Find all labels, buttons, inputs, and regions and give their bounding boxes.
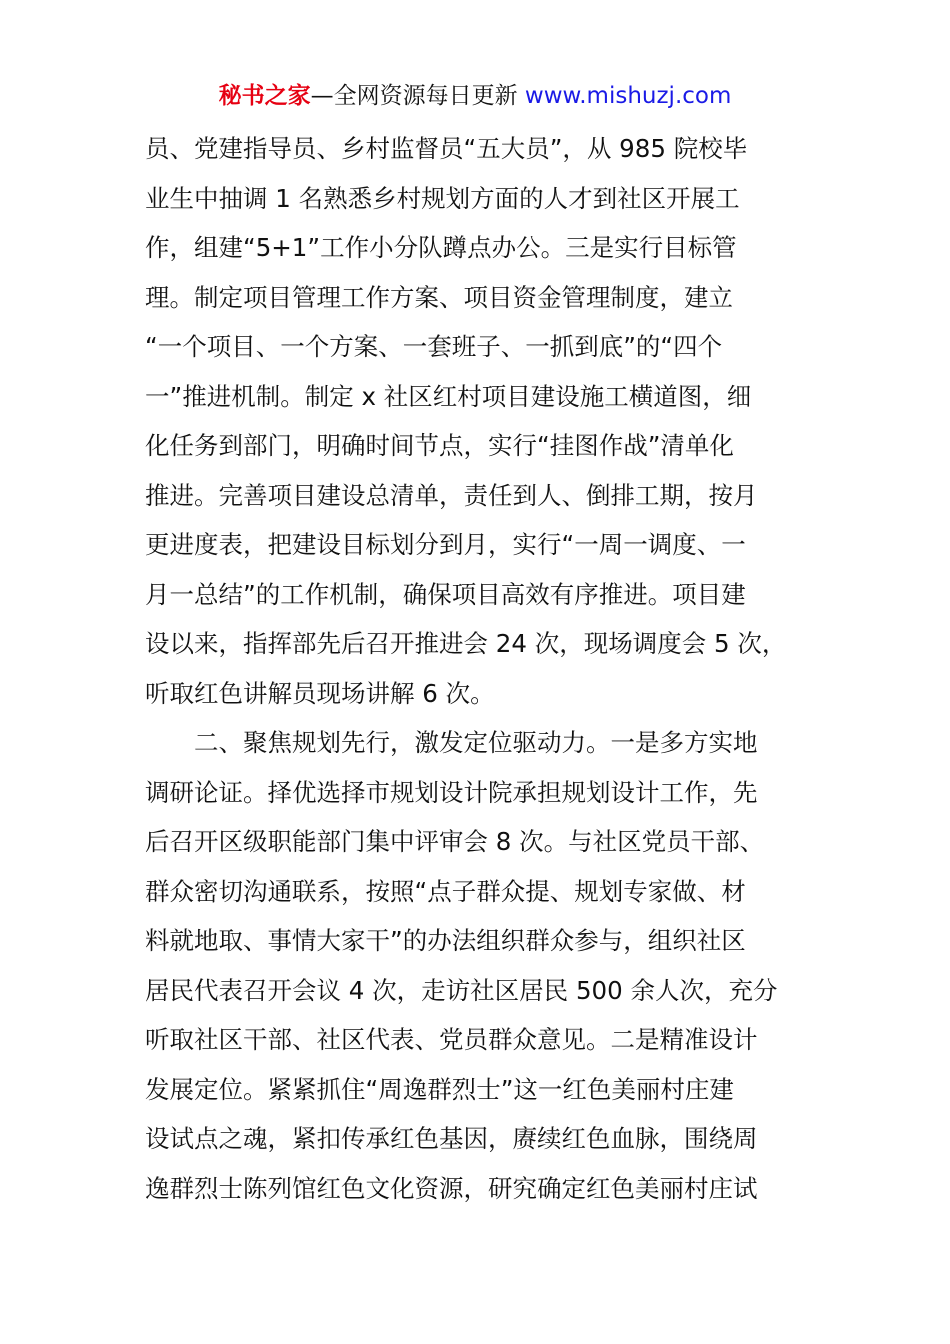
brand-name: 秘书之家 <box>218 83 311 109</box>
text-line: 群众密切沟通联系，按照“点子群众提、规划专家做、材 <box>145 876 746 906</box>
text-line: 一”推进机制。制定 x 社区红村项目建设施工横道图，细 <box>145 381 752 411</box>
text-line: 化任务到部门，明确时间节点，实行“挂图作战”清单化 <box>145 431 734 460</box>
text-line: 逸群烈士陈列馆红色文化资源，研究确定红色美丽村庄试 <box>145 1173 758 1203</box>
text-line: 业生中抽调 1 名熟悉乡村规划方面的人才到社区开展工 <box>145 183 740 213</box>
text-line: 听取社区干部、社区代表、党员群众意见。二是精准设计 <box>145 1025 758 1054</box>
text-line: 设以来，指挥部先后召开推进会 24 次，现场调度会 5 次， <box>145 629 787 658</box>
text-line: 发展定位。紧紧抓住“周逸群烈士”这一红色美丽村庄建 <box>145 1074 734 1104</box>
text-line: 调研论证。择优选择市规划设计院承担规划设计工作，先 <box>145 777 758 807</box>
section-heading-line: 二、聚焦规划先行，激发定位驱动力。一是多方实地 <box>145 728 758 757</box>
text-line: 推进。完善项目建设总清单，责任到人、倒排工期，按月 <box>145 480 758 510</box>
site-url-link[interactable]: www.mishuzj.com <box>524 83 732 109</box>
text-line: 员、党建指导员、乡村监督员“五大员”，从 985 院校毕 <box>145 134 748 163</box>
text-line: 设试点之魂，紧扣传承红色基因，赓续红色血脉，围绕周 <box>145 1124 758 1153</box>
text-line: 理。制定项目管理工作方案、项目资金管理制度，建立 <box>145 282 733 312</box>
text-line: 居民代表召开会议 4 次，走访社区居民 500 余人次，充分 <box>145 975 778 1005</box>
text-line: 料就地取、事情大家干”的办法组织群众参与，组织社区 <box>145 926 746 955</box>
header-tagline: —全网资源每日更新 <box>310 83 518 109</box>
text-line: 更进度表，把建设目标划分到月，实行“一周一调度、一 <box>145 530 746 559</box>
text-line: 月一总结”的工作机制，确保项目高效有序推进。项目建 <box>145 579 746 609</box>
text-line: 听取红色讲解员现场讲解 6 次。 <box>145 678 495 708</box>
text-line: “一个项目、一个方案、一套班子、一抓到底”的“四个 <box>145 332 723 361</box>
document-body <box>145 124 807 1213</box>
page-header <box>0 78 950 114</box>
text-line: 作，组建“5+1”工作小分队蹲点办公。三是实行目标管 <box>145 233 737 262</box>
text-line: 后召开区级职能部门集中评审会 8 次。与社区党员干部、 <box>145 827 765 856</box>
